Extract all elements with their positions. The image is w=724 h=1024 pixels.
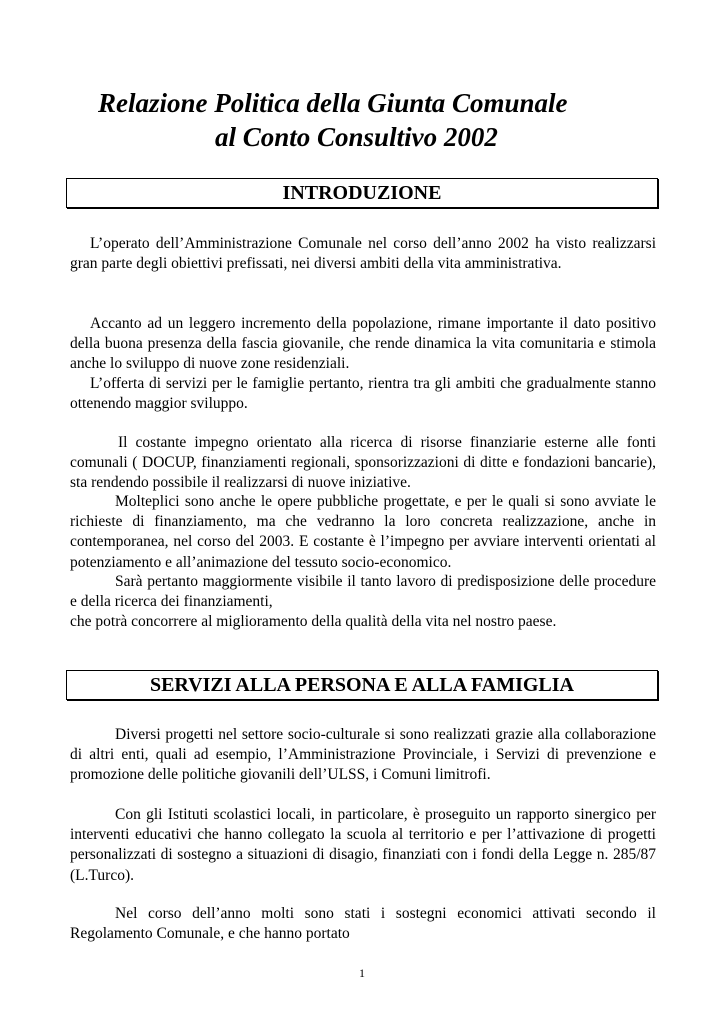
document-title-line-1: Relazione Politica della Giunta Comunale	[98, 88, 568, 118]
paragraph: Diversi progetti nel settore socio-culturale si sono realizzati grazie alla collaborazione di altri enti, quali ad esempio, l’Amministrazione Provinciale, i Servizi di prevenzione e promozione delle politiche giovanili dell’ULSS, i Comuni limitrofi.	[70, 726, 656, 784]
section-heading-servizi-persona-famiglia: SERVIZI ALLA PERSONA E ALLA FAMIGLIA	[66, 670, 658, 700]
document-title-line-2: al Conto Consultivo 2002	[215, 122, 498, 152]
paragraph: Sarà pertanto maggiormente visibile il tanto lavoro di predisposizione delle procedure e della ricerca dei finanziamenti,	[70, 573, 656, 611]
paragraph: Con gli Istituti scolastici locali, in particolare, è proseguito un rapporto sinergico per interventi educativi che hanno collegato la scuola al territorio e per l’attivazione di progetti personalizzati di sostegno a situazioni di disagio, finanziati con i fondi della Legge n. 285/87 (L.Turco).	[70, 806, 656, 884]
paragraph: Il costante impegno orientato alla ricerca di risorse finanziarie esterne alle fonti comunali ( DOCUP, finanziamenti regionali, sponsorizzazioni di ditte e fondazioni bancarie), sta rendendo possibile il realizzarsi di nuove iniziative.	[70, 434, 656, 492]
paragraph: Molteplici sono anche le opere pubbliche progettate, e per le quali si sono avviate le richieste di finanziamento, ma che vedranno la loro concreta realizzazione, anche in contemporanea, nel corso del 2003. E costante è l’impegno per avviare interventi orientati al potenziamento e all’animazione del tessuto socio-economico.	[70, 493, 656, 571]
paragraph: L’operato dell’Amministrazione Comunale nel corso dell’anno 2002 ha visto realizzarsi gran parte degli obiettivi prefissati, nei diversi ambiti della vita amministrativa.	[70, 235, 656, 273]
page-number: 1	[359, 966, 365, 980]
section-heading-introduzione: INTRODUZIONE	[66, 178, 658, 208]
paragraph: L’offerta di servizi per le famiglie pertanto, rientra tra gli ambiti che gradualmente stanno ottenendo maggior sviluppo.	[70, 375, 656, 413]
paragraph: che potrà concorrere al miglioramento della qualità della vita nel nostro paese.	[70, 613, 557, 630]
paragraph: Nel corso dell’anno molti sono stati i sostegni economici attivati secondo il Regolamento Comunale, e che hanno portato	[70, 905, 656, 943]
paragraph: Accanto ad un leggero incremento della popolazione, rimane importante il dato positivo della buona presenza della fascia giovanile, che rende dinamica la vita comunitaria e stimola anche lo sviluppo di nuove zone residenziali.	[70, 315, 656, 373]
